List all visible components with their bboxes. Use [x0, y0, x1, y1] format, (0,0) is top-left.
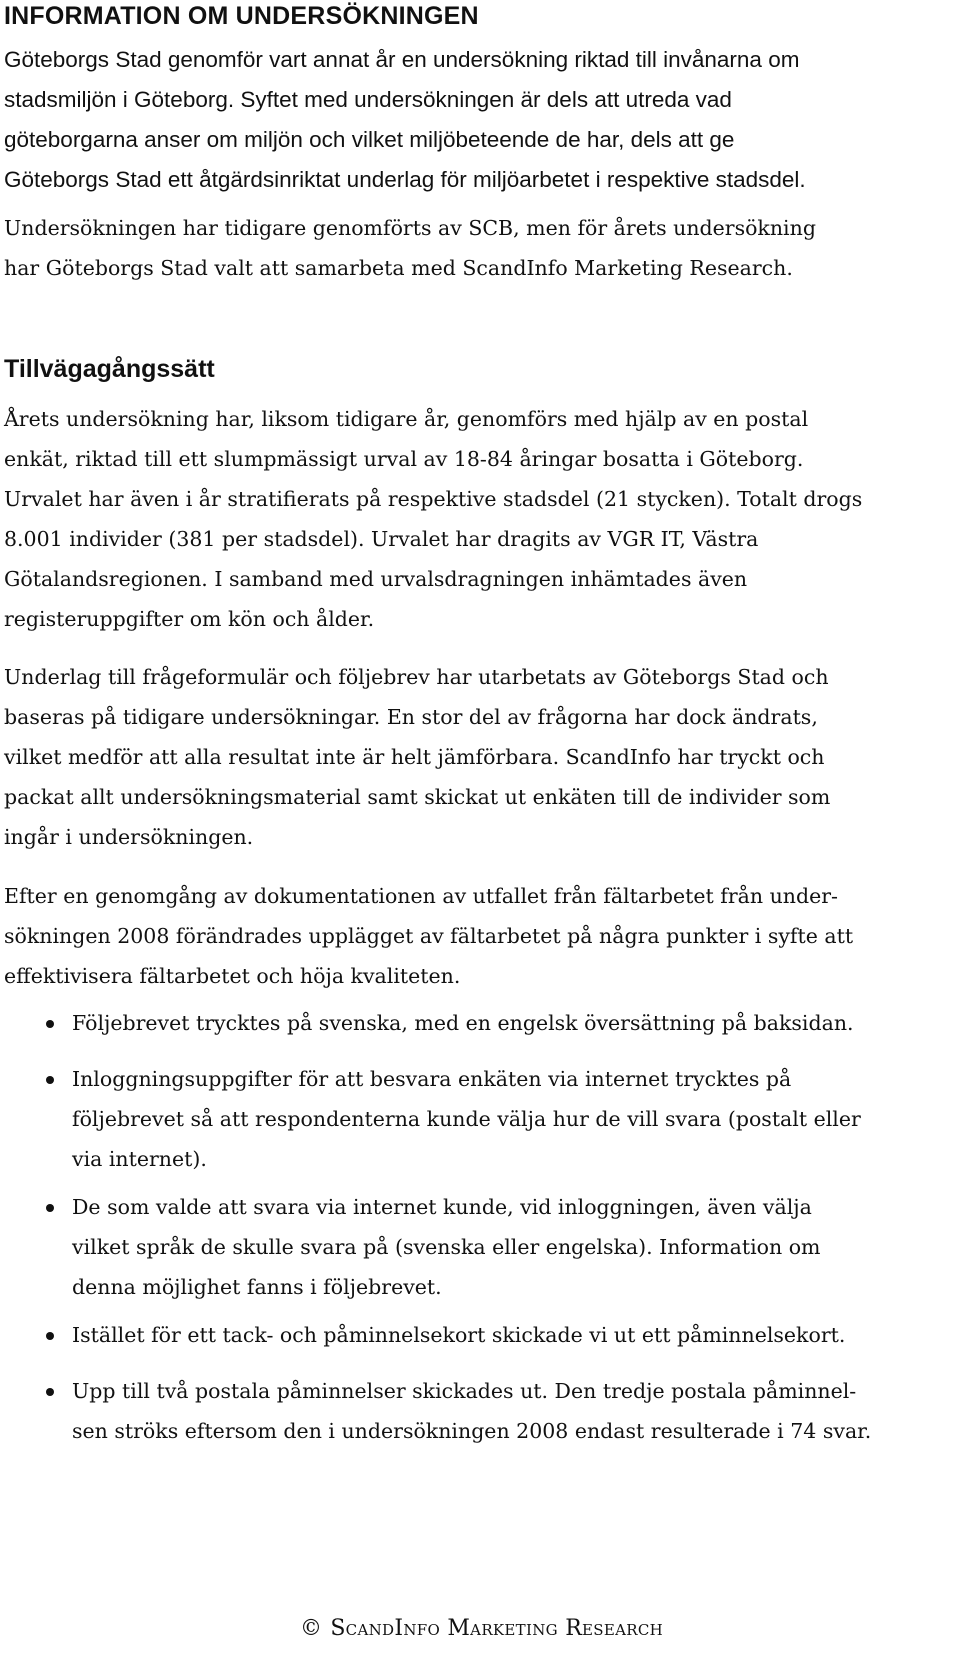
review-line: sökningen 2008 förändrades upplägget av fältarbetet på några punkter i syfte att: [4, 924, 854, 948]
list-item-line: Istället för ett tack- och påminnelsekort skickade vi ut ett påminnelsekort.: [72, 1323, 846, 1347]
list-item-line: följebrevet så att respondenterna kunde välja hur de vill svara (postalt eller: [72, 1107, 861, 1131]
page-heading: INFORMATION OM UNDERSÖKNINGEN: [4, 2, 479, 30]
review-line: Efter en genomgång av dokumentationen av utfallet från fältarbetet från under-: [4, 884, 838, 908]
list-item-line: Upp till två postala påminnelser skickades ut. Den tredje postala påminnel-: [72, 1379, 857, 1403]
scb-line: Undersökningen har tidigare genomförts av SCB, men för årets undersökning: [4, 216, 816, 240]
intro-paragraph: [4, 40, 954, 200]
list-item-text: [72, 1059, 861, 1179]
method-line: Årets undersökning har, liksom tidigare år, genomförs med hjälp av en postal: [4, 407, 809, 431]
list-item-text: [72, 1315, 845, 1355]
intro-line: göteborgarna anser om miljön och vilket miljöbeteende de har, dels att ge: [4, 127, 735, 152]
questionnaire-line: vilket medför att alla resultat inte är helt jämförbara. ScandInfo har tryckt och: [4, 745, 825, 769]
footer-text: ScandInfo Marketing Research: [330, 1616, 664, 1641]
list-item-text: [72, 1371, 871, 1451]
bullet-icon: [46, 1388, 54, 1396]
page-footer: [300, 1616, 663, 1641]
bullet-icon: [46, 1020, 54, 1028]
list-item-line: sen ströks eftersom den i undersökningen 2008 endast resulterade i 74 svar.: [72, 1419, 872, 1443]
list-item-line: via internet).: [72, 1147, 207, 1171]
questionnaire-line: packat allt undersökningsmaterial samt skickat ut enkäten till de individer som: [4, 785, 831, 809]
bullet-icon: [46, 1076, 54, 1084]
method-line: enkät, riktad till ett slumpmässigt urval av 18-84 åringar bosatta i Göteborg.: [4, 447, 804, 471]
list-item-line: denna möjlighet fanns i följebrevet.: [72, 1275, 442, 1299]
copyright-icon: ©: [300, 1616, 323, 1641]
questionnaire-line: baseras på tidigare undersökningar. En stor del av frågorna har dock ändrats,: [4, 705, 818, 729]
bullet-icon: [46, 1204, 54, 1212]
scb-line: har Göteborgs Stad valt att samarbeta med ScandInfo Marketing Research.: [4, 256, 793, 280]
list-item-line: De som valde att svara via internet kunde, vid inloggningen, även välja: [72, 1195, 812, 1219]
method-line: Urvalet har även i år stratifierats på respektive stadsdel (21 stycken). Totalt drogs: [4, 487, 863, 511]
method-paragraph: [4, 399, 954, 639]
bullet-icon: [46, 1332, 54, 1340]
intro-line: stadsmiljön i Göteborg. Syftet med undersökningen är dels att utreda vad: [4, 87, 732, 112]
intro-line: Göteborgs Stad genomför vart annat år en undersökning riktad till invånarna om: [4, 47, 800, 72]
list-item-line: Inloggningsuppgifter för att besvara enkäten via internet trycktes på: [72, 1067, 792, 1091]
method-line: 8.001 individer (381 per stadsdel). Urvalet har dragits av VGR IT, Västra: [4, 527, 759, 551]
review-line: effektivisera fältarbetet och höja kvaliteten.: [4, 964, 461, 988]
method-line: registeruppgifter om kön och ålder.: [4, 607, 375, 631]
list-item-text: [72, 1187, 820, 1307]
list-item-line: vilket språk de skulle svara på (svenska eller engelska). Information om: [72, 1235, 821, 1259]
questionnaire-paragraph: [4, 657, 954, 857]
scb-paragraph: [4, 208, 954, 288]
list-item-line: Följebrevet trycktes på svenska, med en engelsk översättning på baksidan.: [72, 1011, 854, 1035]
list-item-text: [72, 1003, 854, 1043]
method-line: Götalandsregionen. I samband med urvalsdragningen inhämtades även: [4, 567, 748, 591]
questionnaire-line: ingår i undersökningen.: [4, 825, 254, 849]
section-subheading: Tillvägagångssätt: [4, 355, 215, 383]
questionnaire-line: Underlag till frågeformulär och följebrev har utarbetats av Göteborgs Stad och: [4, 665, 829, 689]
intro-line: Göteborgs Stad ett åtgärdsinriktat underlag för miljöarbetet i respektive stadsdel.: [4, 167, 806, 192]
review-paragraph: [4, 876, 954, 996]
